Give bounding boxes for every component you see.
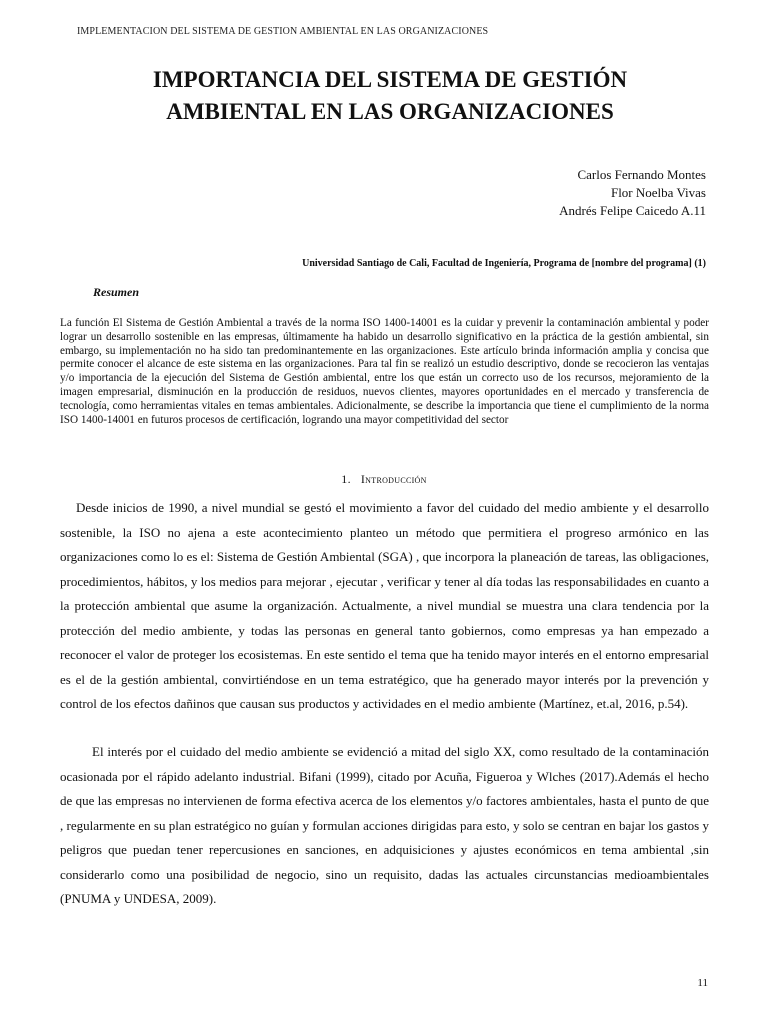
author-name: Andrés Felipe Caicedo A.11 (559, 203, 706, 218)
section-title: Introducción (360, 472, 427, 486)
author-list (559, 166, 706, 220)
body-paragraph: Desde inicios de 1990, a nivel mundial se gestó el movimiento a favor del cuidado del medio ambiente y el desarrollo sostenible, la ISO no ajena a este acontecimiento planteo un método que permitiera el progreso armónico en las organizaciones como lo es el: Sistema de Gestión Ambiental (SGA) , que incorpora la planeación de tareas, las obligaciones, procedimientos, hábitos, y los medios para mejorar , ejecutar , verificar y tener al día todas las responsabilidades en cuanto a la protección ambiental que asume la organización. Actualmente, a nivel mundial se muestra una clara tendencia por la protección del medio ambiente, y todas las personas en general tanto gobiernos, como empresas ya han empezado a reconocer el valor de proteger los ecosistemas. En este sentido el tema que ha tenido mayor interés en el entorno empresarial es el de la gestión ambiental, convirtiéndose en un tema estratégico, que ha generado mayor interés por la prevención y control de los efectos dañinos que causan sus productos y actividades en el medio ambiente (Martínez, et.al, 2016, p.54). (60, 500, 709, 711)
abstract-heading: Resumen (93, 285, 140, 299)
section-heading (0, 472, 768, 487)
article-title: IMPORTANCIA DEL SISTEMA DE GESTIÓN AMBIENTAL EN LAS ORGANIZACIONES (152, 67, 628, 124)
section-number: 1. (341, 472, 351, 486)
abstract-text: La función El Sistema de Gestión Ambiental a través de la norma ISO 1400-14001 es la cuidar y prevenir la contaminación ambiental y poder lograr un desarrollo sostenible en las empresas, últimamente ha habido un desarrollo significativo en la práctica de la gestión ambiental, sin embargo, su implementación no ha sido tan predominantemente en las organizaciones. Este artículo brinda información amplia y concisa que permite conocer el alcance de este sistema en las organizaciones. Para tal fin se realizó un estudio descriptivo, donde se recocieron las ventajas y/o importancia de la ejecución del Sistema de Gestión ambiental, entre los que están un correcto uso de los recursos, mejoramiento de la imagen empresarial, disminución en la producción de residuos, nuevos clientes, mayores oportunidades en el mercado y transferencia de tecnología, como herramientas vitales en temas ambientales. Adicionalmente, se describe la importancia que tiene el cumplimiento de la norma ISO 1400-14001 en futuros procesos de certificación, logrando una mayor competitividad del sector (60, 317, 709, 426)
body-paragraph: El interés por el cuidado del medio ambiente se evidenció a mitad del siglo XX, como resultado de la contaminación ocasionada por el rápido adelanto industrial. Bifani (1999), citado por Acuña, Figueroa y Wlches (2017).Además el hecho de que las empresas no intervienen de forma efectiva acerca de los elementos y/o factores ambientales, hasta el punto de que , regularmente en su plan estratégico no guían y formulan acciones dirigidas para esto, y solo se centran en bajar los gastos y peligros que puedan tener repercusiones en sanciones, en adquisiciones y ajustes económicos en tema ambiental ,sin considerarlo como una posibilidad de negocio, sino un requisito, dadas las actuales circunstancias medioambientales (PNUMA y UNDESA, 2009). (60, 744, 709, 906)
author-affiliation: Universidad Santiago de Cali, Facultad de Ingeniería, Programa de [nombre del programa] (1) (302, 258, 706, 269)
page-number: 11 (697, 977, 708, 989)
running-header: IMPLEMENTACION DEL SISTEMA DE GESTION AMBIENTAL EN LAS ORGANIZACIONES (77, 26, 489, 37)
author-name: Flor Noelba Vivas (610, 185, 706, 200)
author-name: Carlos Fernando Montes (577, 167, 706, 182)
